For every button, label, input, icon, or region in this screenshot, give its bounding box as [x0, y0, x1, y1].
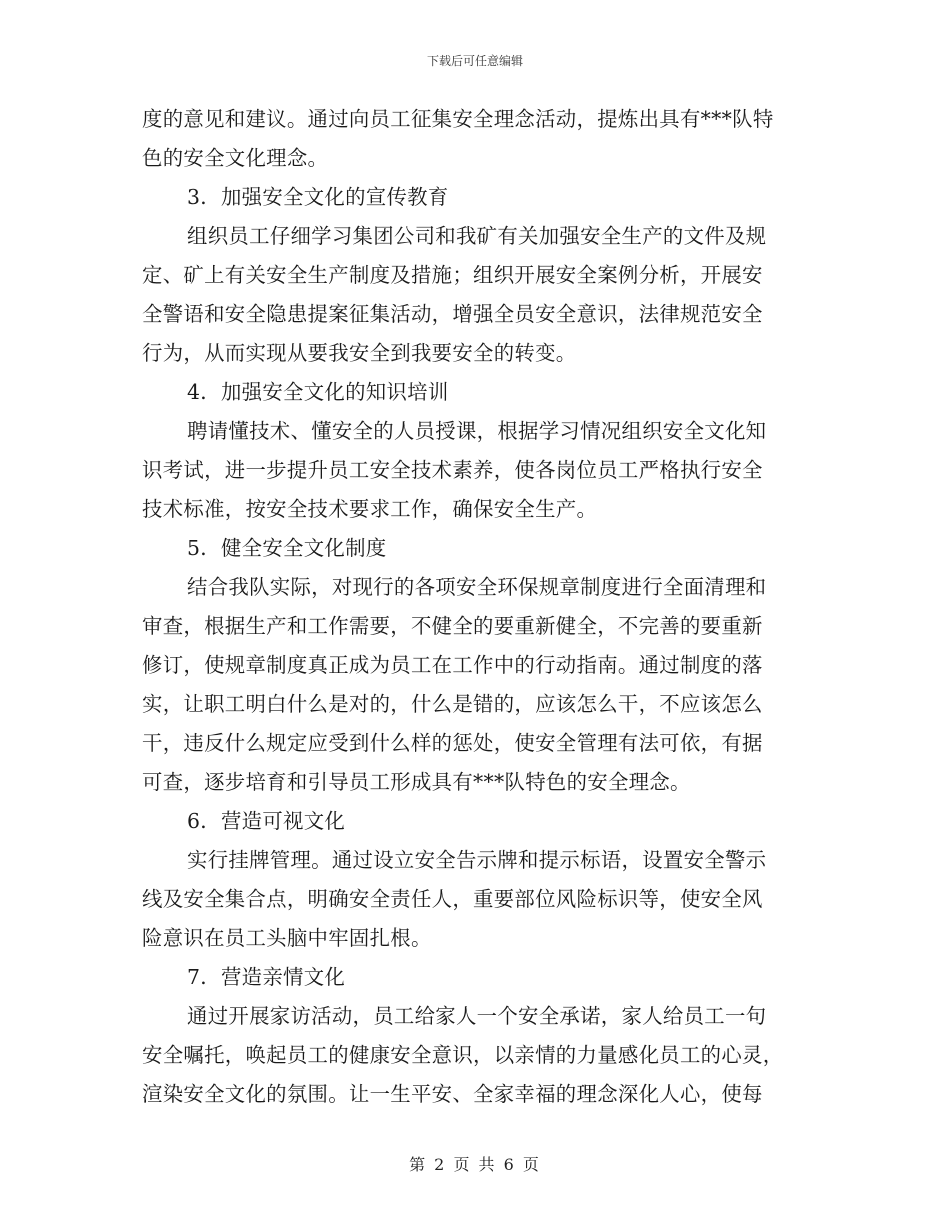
- text-line: 通过开展家访活动，员工给家人一个安全承诺，家人给员工一句: [187, 1004, 767, 1028]
- text-line: 渲染安全文化的氛围。让一生平安、全家幸福的理念深化人心，使每: [142, 1082, 763, 1106]
- text-line: 可查，逐步培育和引导员工形成具有***队特色的安全理念。: [142, 770, 691, 794]
- text-line: 识考试，进一步提升员工安全技术素养，使各岗位员工严格执行安全: [142, 458, 763, 482]
- text-line: 实行挂牌管理。通过设立安全告示牌和提示标语，设置安全警示: [187, 848, 767, 872]
- text-line: 实，让职工明白什么是对的，什么是错的，应该怎么干，不应该怎么: [142, 692, 763, 716]
- text-line: 定、矿上有关安全生产制度及措施；组织开展安全案例分析，开展安: [142, 263, 763, 287]
- text-line: 结合我队实际，对现行的各项安全环保规章制度进行全面清理和: [187, 575, 767, 599]
- text-line: 行为，从而实现从要我安全到我要安全的转变。: [142, 341, 577, 365]
- text-line: 组织员工仔细学习集团公司和我矿有关加强安全生产的文件及规: [187, 224, 767, 248]
- text-line: 干，违反什么规定应受到什么样的惩处，使安全管理有法可依，有据: [142, 731, 763, 755]
- page-number: 第 2 页 共 6 页: [409, 1155, 541, 1174]
- text-line: 技术标准，按安全技术要求工作，确保安全生产。: [142, 497, 598, 521]
- section-heading: 6．营造可视文化: [187, 809, 346, 833]
- section-heading: 4．加强安全文化的知识培训: [187, 380, 449, 404]
- text-line: 修订，使规章制度真正成为员工在工作中的行动指南。通过制度的落: [142, 653, 763, 677]
- text-line: 险意识在员工头脑中牢固扎根。: [142, 926, 432, 950]
- section-heading: 3．加强安全文化的宣传教育: [187, 185, 449, 209]
- document-body: [142, 100, 810, 1114]
- section-heading: 7．营造亲情文化: [187, 965, 346, 989]
- page-header: 下载后可任意编辑: [426, 54, 523, 68]
- text-line: 聘请懂技术、懂安全的人员授课，根据学习情况组织安全文化知: [187, 419, 767, 443]
- text-line: 线及安全集合点，明确安全责任人，重要部位风险标识等，使安全风: [142, 887, 763, 911]
- text-line: 安全嘱托，唤起员工的健康安全意识，以亲情的力量感化员工的心灵，: [142, 1043, 784, 1067]
- text-line: 度的意见和建议。通过向员工征集安全理念活动，提炼出具有***队特: [142, 107, 774, 131]
- text-line: 审查，根据生产和工作需要，不健全的要重新健全，不完善的要重新: [142, 614, 763, 638]
- text-line: 全警语和安全隐患提案征集活动，增强全员安全意识，法律规范安全: [142, 302, 763, 326]
- section-heading: 5．健全安全文化制度: [187, 536, 387, 560]
- text-line: 色的安全文化理念。: [142, 146, 329, 170]
